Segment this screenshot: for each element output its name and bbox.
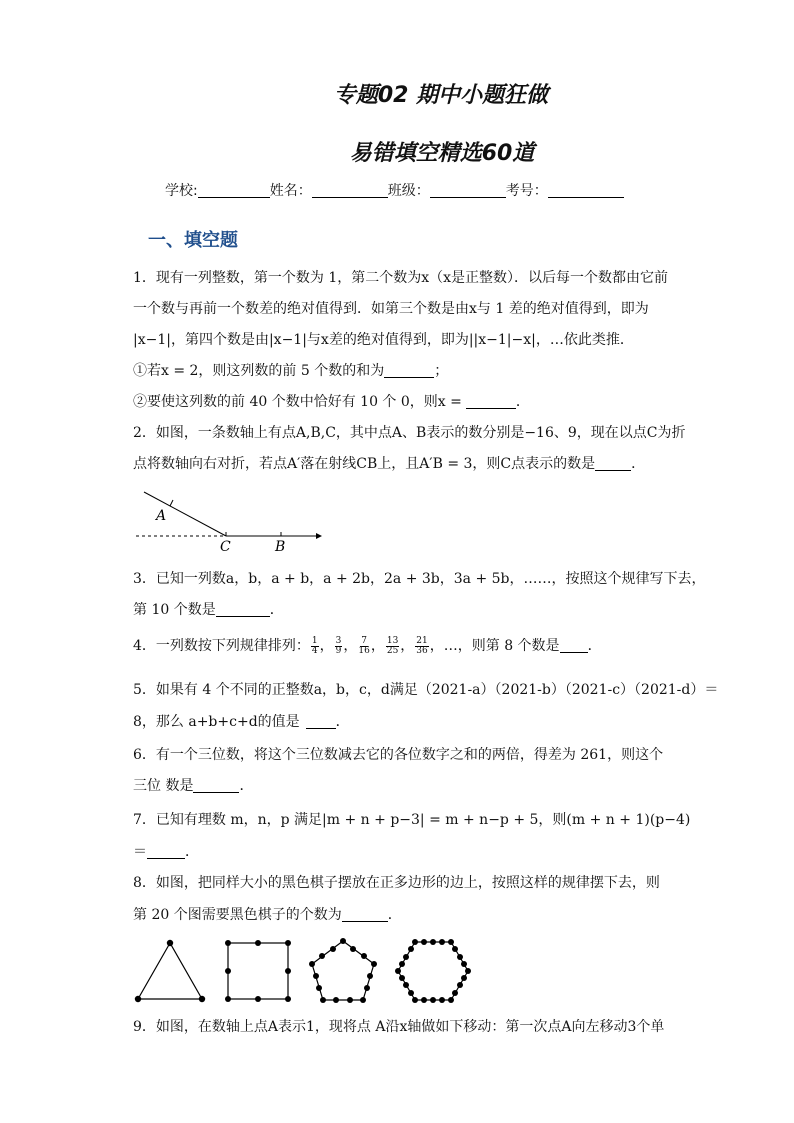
q1-part1-end: ；	[434, 363, 449, 379]
q1-line-5	[133, 392, 530, 412]
q2-number-line-figure	[130, 488, 330, 554]
q8-text: 第 20 个图需要黑色棋子的个数为	[133, 907, 342, 923]
square-figure	[225, 940, 291, 1002]
q4-suffix: ，…，则第 8 个数是	[429, 638, 560, 654]
q8-polygon-figure	[130, 935, 480, 1007]
q4-prefix: 4．一列数按下列规律排列：	[133, 638, 310, 654]
q4-fraction-4: $\frac{13}{25}$	[386, 635, 399, 656]
q1-part1-text: ①若x = 2，则这列数的前 5 个数的和为	[133, 363, 385, 379]
triangle-figure	[135, 940, 205, 1002]
q7-line-1: 7．已知有理数 m，n，p 满足|m + n + p−3| = m + n−p + 5，则(m + n + 1)(p−4)	[133, 812, 691, 828]
q5-text: 8，那么 a+b+c+d的值是	[133, 714, 300, 730]
school-label: 学校:	[165, 183, 198, 199]
q6-text: 三位 数是	[133, 778, 194, 794]
q4-end: ．	[587, 638, 602, 654]
q5-line-2	[133, 712, 350, 732]
q2-tick-a	[170, 500, 173, 506]
page-subtitle: 易错填空精选60道	[349, 141, 535, 166]
q7-text: ＝	[133, 844, 147, 860]
q4-line: 4．一列数按下列规律排列： $\frac{1}{4}$ ， $\frac{3}{9}$ ， $\frac{7}{16}$ ， $\frac{13}{25}$ ， $\frac{21}{36}$ ，…，则第 8 个数是 ．	[133, 635, 602, 656]
q1-line-1: 1．现有一列整数，第一个数为 1，第二个数为x（x是正整数）．以后每一个数都由它前	[133, 270, 669, 286]
q1-part2-text: ②要使这列数的前 40 个数中恰好有 10 个 0，则x =	[133, 394, 462, 410]
q2-label-a: A	[156, 508, 167, 524]
q1-line-2: 一个数与再前一个数差的绝对值得到．如第三个数是由x与 1 差的绝对值得到，即为	[133, 301, 649, 317]
q8-end: ．	[387, 907, 402, 923]
q2-blank[interactable]	[595, 456, 631, 471]
q7-blank[interactable]	[147, 844, 185, 859]
q1-line-4	[133, 361, 448, 381]
hexagon-figure	[395, 939, 471, 1003]
q2-line-1: 2．如图，一条数轴上有点A,B,C，其中点A、B表示的数分别是−16、9，现在以点C为折	[133, 425, 686, 441]
section-heading: 一、填空题	[148, 230, 238, 251]
student-info-line	[165, 180, 624, 200]
q1-line-3: |x−1|，第四个数是由|x−1|与x差的绝对值得到，即为||x−1|−x|，…依此类推．	[133, 332, 634, 348]
q3-end: ．	[269, 602, 284, 618]
q4-blank[interactable]	[560, 638, 588, 653]
name-label: 姓名：	[269, 183, 312, 199]
q2-line-2	[133, 454, 645, 474]
q1-part2-blank[interactable]	[466, 394, 516, 409]
q9-line-1: 9．如图，在数轴上点A表示1，现将点 A沿x轴做如下移动：第一次点A向左移动3个单	[133, 1019, 665, 1035]
name-blank[interactable]	[312, 183, 388, 198]
q4-fraction-5: $\frac{21}{36}$	[416, 635, 428, 656]
pentagon-figure	[309, 938, 377, 1003]
q8-line-2	[133, 905, 402, 925]
q7-end: ．	[185, 844, 199, 860]
q2-text: 点将数轴向右对折，若点A′落在射线CB上，且A′B = 3，则C点表示的数是	[133, 456, 596, 472]
q8-line-1: 8．如图，把同样大小的黑色棋子摆放在正多边形的边上，按照这样的规律摆下去，则	[133, 875, 660, 891]
q6-blank[interactable]	[193, 778, 239, 793]
q3-line-1: 3．已知一列数a，b，a + b，a + 2b，2a + 3b，3a + 5b，……，按照这个规律写下去，	[133, 571, 706, 587]
number-label: 考号：	[505, 183, 548, 199]
q3-blank[interactable]	[216, 602, 270, 617]
q2-axis-arrow	[316, 533, 322, 539]
page-title: 专题02 期中小题狂做	[333, 83, 549, 108]
q2-label-c: C	[220, 539, 231, 554]
q8-blank[interactable]	[342, 907, 388, 922]
q4-fraction-3: $\frac{7}{16}$	[358, 635, 370, 656]
q4-fraction-1: $\frac{1}{4}$	[311, 635, 318, 656]
q5-line-1: 5．如果有 4 个不同的正整数a，b，c，d满足（2021-a）（2021-b）（2021-c）（2021-d）＝	[133, 682, 719, 698]
q2-label-b: B	[275, 539, 286, 554]
number-blank[interactable]	[548, 183, 624, 198]
q5-blank[interactable]	[306, 714, 336, 729]
q6-line-2	[133, 776, 253, 796]
class-blank[interactable]	[430, 183, 506, 198]
q6-end: ．	[239, 778, 254, 794]
q5-end: ．	[335, 714, 350, 730]
q3-text: 第 10 个数是	[133, 602, 216, 618]
q2-end: ．	[631, 456, 646, 472]
class-label: 班级：	[387, 183, 430, 199]
q6-line-1: 6．有一个三位数，将这个三位数减去它的各位数字之和的两倍，得差为 261，则这个	[133, 747, 664, 763]
q1-part1-blank[interactable]	[384, 363, 434, 378]
q1-part2-end: ．	[515, 394, 530, 410]
q4-fraction-2: $\frac{3}{9}$	[335, 635, 342, 656]
q3-line-2	[133, 600, 284, 620]
q7-line-2	[133, 842, 199, 862]
school-blank[interactable]	[198, 183, 270, 198]
